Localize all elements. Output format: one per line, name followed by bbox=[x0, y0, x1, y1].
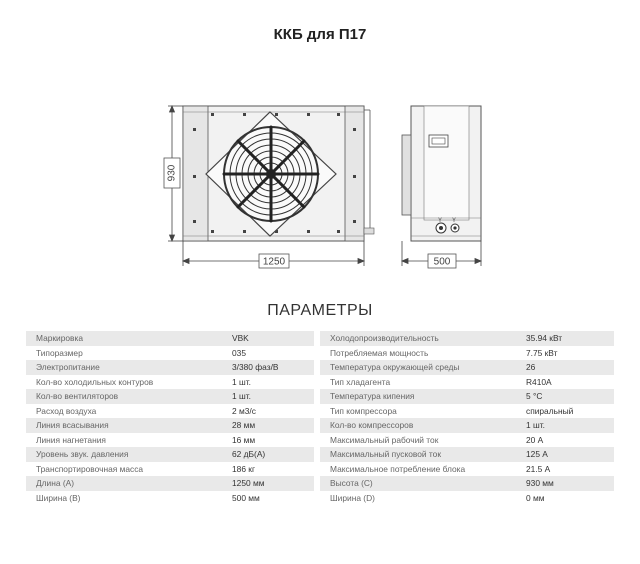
param-value: 1250 мм bbox=[222, 476, 314, 491]
param-value: 26 bbox=[516, 360, 614, 375]
param-key: Тип хладагента bbox=[320, 375, 516, 390]
param-value: 21.5 А bbox=[516, 462, 614, 477]
param-value: 035 bbox=[222, 346, 314, 361]
param-value: 62 дБ(А) bbox=[222, 447, 314, 462]
table-row bbox=[320, 418, 614, 433]
param-key: Максимальный пусковой ток bbox=[320, 447, 516, 462]
param-value: 28 мм bbox=[222, 418, 314, 433]
table-row bbox=[320, 375, 614, 390]
param-key: Кол-во компрессоров bbox=[320, 418, 516, 433]
table-row bbox=[26, 418, 314, 433]
param-value: R410A bbox=[516, 375, 614, 390]
param-value: 3/380 фаз/В bbox=[222, 360, 314, 375]
table-row bbox=[26, 447, 314, 462]
param-key: Длина (А) bbox=[26, 476, 222, 491]
param-key: Кол-во холодильных контуров bbox=[26, 375, 222, 390]
param-key: Линия нагнетания bbox=[26, 433, 222, 448]
param-value: 16 мм bbox=[222, 433, 314, 448]
param-key: Ширина (D) bbox=[320, 491, 516, 506]
param-value: 20 А bbox=[516, 433, 614, 448]
param-value: 1 шт. bbox=[222, 389, 314, 404]
param-value: 2 м3/с bbox=[222, 404, 314, 419]
param-value: 930 мм bbox=[516, 476, 614, 491]
table-row bbox=[320, 476, 614, 491]
parameters-table-left bbox=[26, 331, 314, 505]
param-value: 186 кг bbox=[222, 462, 314, 477]
table-row bbox=[26, 433, 314, 448]
param-value: 35.94 кВт bbox=[516, 331, 614, 346]
param-key: Потребляемая мощность bbox=[320, 346, 516, 361]
table-row bbox=[26, 331, 314, 346]
table-row bbox=[26, 346, 314, 361]
width-dimension-label: 1250 bbox=[262, 256, 286, 268]
table-row bbox=[320, 447, 614, 462]
table-row bbox=[320, 404, 614, 419]
table-row bbox=[26, 476, 314, 491]
param-key: Типоразмер bbox=[26, 346, 222, 361]
table-row bbox=[320, 360, 614, 375]
table-row bbox=[26, 491, 314, 506]
table-row bbox=[26, 462, 314, 477]
height-dimension-label: 930 bbox=[166, 164, 178, 182]
param-key: Кол-во вентиляторов bbox=[26, 389, 222, 404]
param-key: Электропитание bbox=[26, 360, 222, 375]
parameters-table-right bbox=[320, 331, 614, 505]
table-row bbox=[26, 375, 314, 390]
param-key: Тип компрессора bbox=[320, 404, 516, 419]
table-row bbox=[320, 462, 614, 477]
front-view bbox=[183, 106, 374, 241]
table-row bbox=[320, 433, 614, 448]
parameters-heading: ПАРАМЕТРЫ bbox=[267, 302, 373, 319]
page-title: ККБ для П17 bbox=[273, 26, 367, 43]
param-value: 5 °C bbox=[516, 389, 614, 404]
param-key: Высота (С) bbox=[320, 476, 516, 491]
table-row bbox=[320, 346, 614, 361]
param-key: Расход воздуха bbox=[26, 404, 222, 419]
param-value: 125 А bbox=[516, 447, 614, 462]
param-value: 1 шт. bbox=[222, 375, 314, 390]
table-row bbox=[320, 491, 614, 506]
param-value: VBK bbox=[222, 331, 314, 346]
param-key: Ширина (В) bbox=[26, 491, 222, 506]
table-row bbox=[26, 404, 314, 419]
param-key: Транспортировочная масса bbox=[26, 462, 222, 477]
table-row bbox=[320, 331, 614, 346]
side-view bbox=[402, 106, 481, 241]
table-row bbox=[26, 360, 314, 375]
param-key: Уровень звук. давления bbox=[26, 447, 222, 462]
param-key: Максимальное потребление блока bbox=[320, 462, 516, 477]
param-key: Маркировка bbox=[26, 331, 222, 346]
param-key: Линия всасывания bbox=[26, 418, 222, 433]
param-key: Температура окружающей среды bbox=[320, 360, 516, 375]
param-value: 0 мм bbox=[516, 491, 614, 506]
table-row bbox=[320, 389, 614, 404]
svg-text:Y: Y bbox=[438, 218, 443, 224]
param-key: Максимальный рабочий ток bbox=[320, 433, 516, 448]
param-value: 7.75 кВт bbox=[516, 346, 614, 361]
param-value: 500 мм bbox=[222, 491, 314, 506]
param-value: спиральный bbox=[516, 404, 614, 419]
param-key: Холодопроизводительность bbox=[320, 331, 516, 346]
table-row bbox=[26, 389, 314, 404]
svg-text:Y: Y bbox=[452, 218, 457, 224]
param-value: 1 шт. bbox=[516, 418, 614, 433]
param-key: Температура кипения bbox=[320, 389, 516, 404]
depth-dimension-label: 500 bbox=[433, 256, 451, 268]
